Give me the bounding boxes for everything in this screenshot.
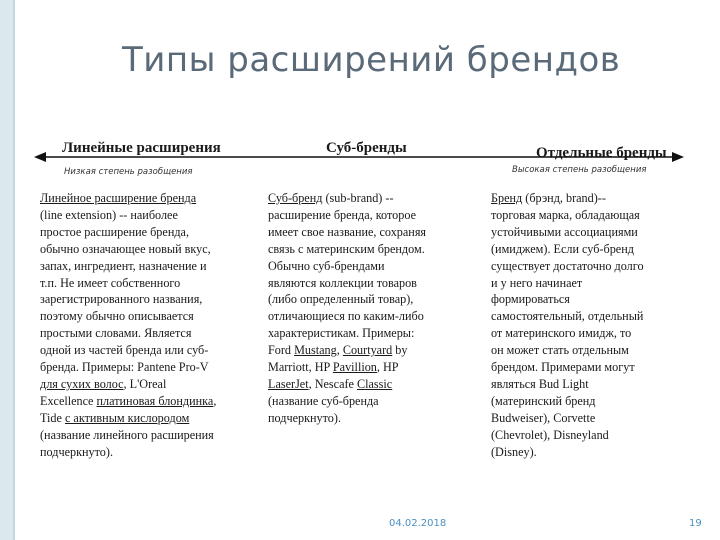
text-line: (материнский бренд [491,393,596,408]
left-accent-line [13,0,15,540]
text-line [40,393,216,410]
underlined-sub-brand: Pavillion [332,360,377,375]
underlined-sub-brand: Mustang [294,343,337,358]
text-line: одной из частей бренда или суб- [40,343,209,358]
text-line: подчеркнуто). [40,444,113,459]
text-fragment: (sub-brand) -- [322,191,394,205]
text-line: т.п. Не имеет собственного [40,275,181,290]
low-degree-label: Низкая степень разобщения [64,167,193,177]
text-line [268,359,426,376]
text-fragment: Excellence [40,393,97,408]
left-accent-bar [0,0,13,540]
high-degree-label: Высокая степень разобщения [512,165,647,175]
text-line: (название линейного расширения [40,427,214,442]
text-line: имеет свое название, сохраняя [268,224,427,239]
underlined-extension: с активным кислородом [64,410,190,425]
underlined-sub-brand: Courtyard [342,343,393,358]
text-line [268,376,426,393]
text-line [268,190,426,207]
text-line [40,410,216,427]
text-line: запах, ингредиент, назначение и [40,258,207,273]
footer-date: 04.02.2018 [389,518,447,529]
text-fragment: , Nescafe [308,376,357,391]
text-line [491,190,644,207]
text-line: (line extension) -- наиболее [40,207,178,222]
text-line: обычно означающее новый вкус, [40,241,211,256]
text-fragment: , [336,343,343,358]
header-line-extensions: Линейные расширения [62,140,221,156]
text-fragment: Marriott, HP [268,360,333,375]
underlined-term: Суб-бренд [268,191,323,205]
text-line: устойчивыми ассоциациями [491,224,638,239]
text-line [40,376,216,393]
text-line: зарегистрированного названия, [40,292,203,307]
underlined-sub-brand: LaserJet [268,376,309,391]
text-line: Обычно суб-брендами [268,258,385,273]
text-line: (либо определенный товар), [268,292,414,307]
text-line: расширение бренда, которое [268,207,416,222]
slide-number: 19 [689,518,702,529]
underlined-extension: платиновая блондинка [96,393,214,408]
text-fragment: , L'Oreal [123,376,167,391]
text-fragment: , [213,393,217,408]
underlined-term: Бренд [491,191,523,205]
text-line: поэтому обычно описывается [40,309,194,324]
text-line: отличающиеся по каким-либо [268,309,424,324]
text-line: подчеркнуто). [268,410,341,425]
text-line: связь с материнским брендом. [268,241,425,256]
header-sub-brands: Суб-бренды [326,140,407,156]
text-line: формироваться [491,292,570,307]
text-line: бренда. Примеры: Pantene Pro-V [40,360,209,375]
text-line: (название суб-бренда [268,393,379,408]
text-fragment: (брэнд, brand)-- [522,191,606,205]
text-line: он может стать отдельным [491,343,629,358]
text-fragment: by [392,343,408,358]
text-fragment: , HP [376,360,399,375]
text-line: простыми словами. Является [40,326,192,341]
text-line: самостоятельный, отдельный [491,309,644,324]
text-line: от материнского имидж, то [491,326,632,341]
separate-brand-description [491,190,644,461]
slide-title: Типы расширений брендов [122,40,621,80]
header-separate-brands: Отдельные бренды [536,145,667,161]
text-line: существует достаточно долго [491,258,644,273]
text-line: Budweiser), Corvette [491,410,596,425]
text-fragment: Ford [268,343,295,358]
sub-brand-description [268,190,426,427]
text-line: являться Bud Light [491,376,589,391]
text-line: брендом. Примерами могут [491,360,635,375]
underlined-sub-brand: Classic [357,376,393,391]
text-line: и у него начинает [491,275,583,290]
text-fragment: Tide [40,410,65,425]
text-line: простое расширение бренда, [40,224,189,239]
text-line: (имиджем). Если суб-бренд [491,241,634,256]
text-line: характеристикам. Примеры: [268,326,415,341]
text-line [268,342,426,359]
text-line: (Chevrolet), Disneyland [491,427,609,442]
text-line: Линейное расширение бренда [40,191,197,205]
line-extension-description [40,190,216,461]
text-line: являются коллекции товаров [268,275,417,290]
text-line: торговая марка, обладающая [491,207,640,222]
underlined-extension: для сухих волос [40,376,124,391]
text-line: (Disney). [491,444,537,459]
